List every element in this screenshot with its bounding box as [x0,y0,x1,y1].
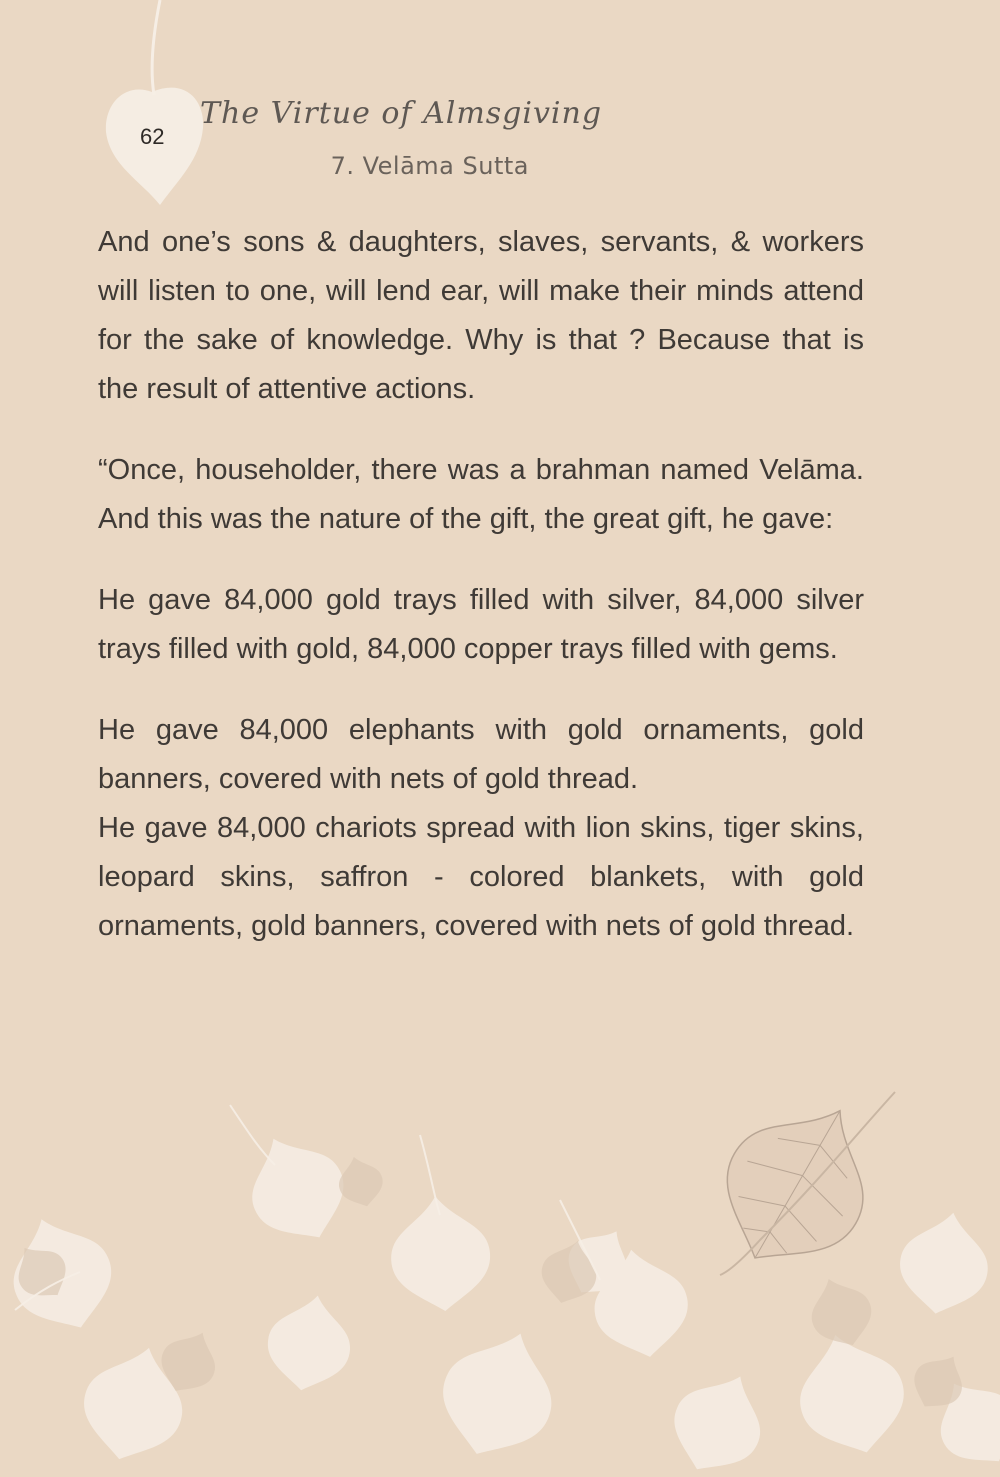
paragraph: He gave 84,000 gold trays filled with silver, 84,000 silver trays filled with gold, 84,000 copper trays filled with gems. [98,584,864,665]
chapter-title: 7. Velāma Sutta [330,152,529,180]
body-text [98,218,864,951]
book-title: The Virtue of Almsgiving [200,96,603,131]
paragraph: “Once, householder, there was a brahman named Velāma. And this was the nature of the gift, the great gift, he gave: [98,454,864,535]
page-number: 62 [140,124,165,149]
paragraph: And one’s sons & daughters, slaves, servants, & workers will listen to one, will lend ear, will make their minds attend for the sake of knowledge. Why is that ? Because that is the result of attentive actions. [98,226,864,405]
paragraph: He gave 84,000 elephants with gold ornaments, gold banners, covered with nets of gold thread. [98,714,864,795]
paragraph: He gave 84,000 chariots spread with lion skins, tiger skins, leopard skins, saffron - colored blankets, with gold ornaments, gold banners, covered with nets of gold thread. [98,812,864,942]
